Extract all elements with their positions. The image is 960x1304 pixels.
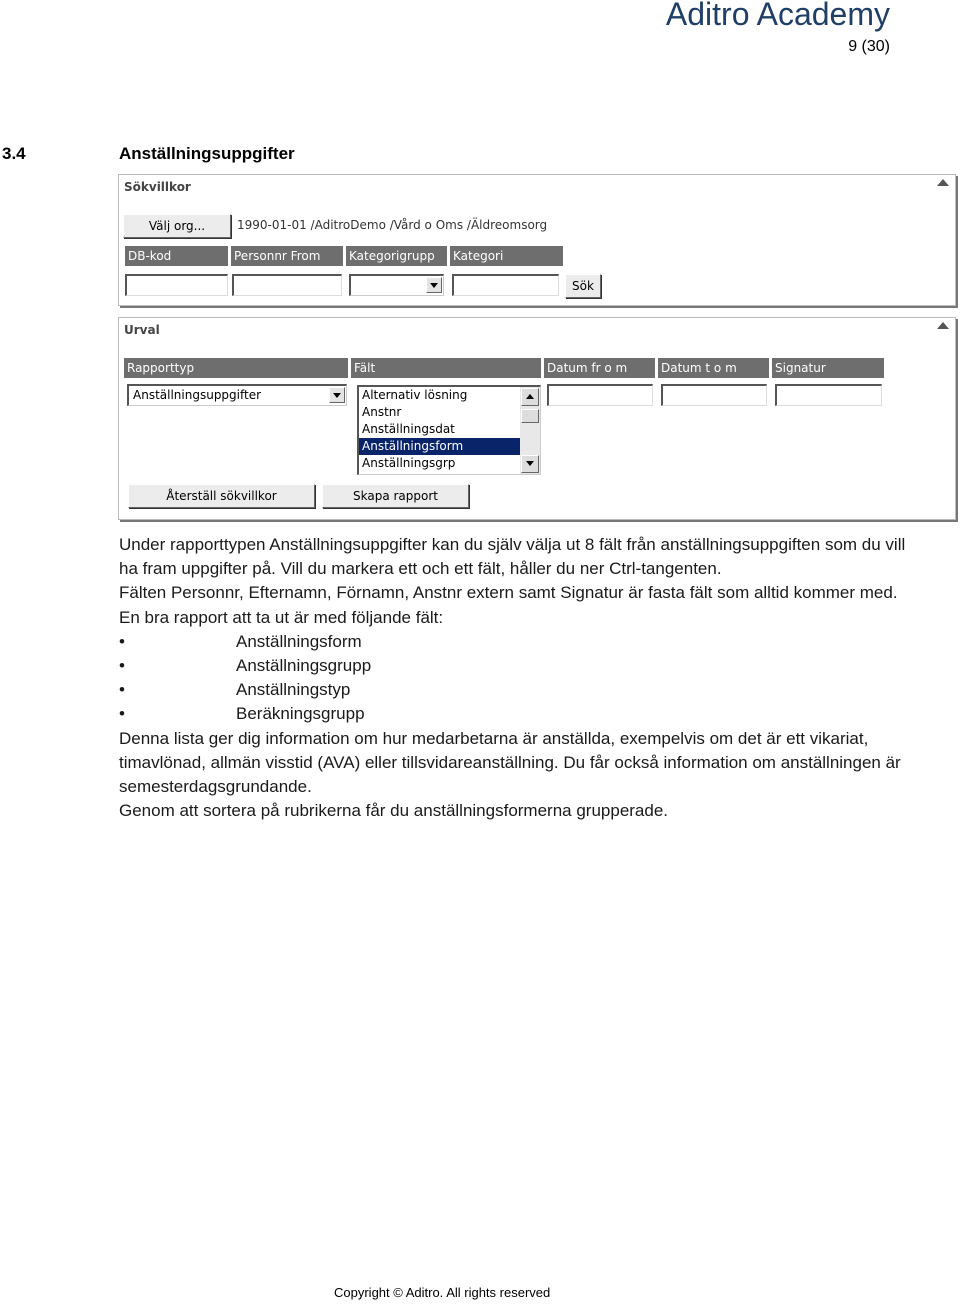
paragraph: Under rapporttypen Anställningsuppgifter kan du själv välja ut 8 fält från anställningsuppgiften som du vill ha fram uppgifter på. Vill du markera ett och ett fält, håller du ner Ctrl-tangenten. <box>119 535 906 579</box>
list-item[interactable]: Anställningsgrp <box>362 456 456 470</box>
section-number: 3.4 <box>2 144 26 163</box>
header-rapporttyp: Rapporttyp <box>124 358 348 378</box>
header-dbkod: DB-kod <box>125 246 228 266</box>
section-title: Anställningsuppgifter <box>119 144 295 163</box>
header-signatur: Signatur <box>772 358 884 378</box>
chevron-down-icon[interactable] <box>426 277 442 293</box>
date-from-input[interactable] <box>547 384 653 406</box>
search-button[interactable]: Sök <box>565 274 601 298</box>
reset-criteria-button[interactable]: Återställ sökvillkor <box>128 484 315 508</box>
date-to-input[interactable] <box>661 384 767 406</box>
list-item: • Anställningsform <box>119 630 909 654</box>
chevron-down-icon[interactable] <box>329 387 345 403</box>
list-item-selected[interactable]: Anställningsform <box>359 438 540 455</box>
kategori-input[interactable] <box>452 274 559 296</box>
paragraph: Genom att sortera på rubrikerna får du anställningsformerna grupperade. <box>119 801 669 821</box>
header-personnr-from: Personnr From <box>231 246 343 266</box>
field-bullet-list <box>119 630 909 727</box>
scroll-thumb[interactable] <box>521 409 539 423</box>
report-type-select[interactable] <box>127 384 347 406</box>
signature-input[interactable] <box>775 384 882 406</box>
body-text <box>119 533 909 823</box>
collapse-up-icon[interactable] <box>937 179 949 186</box>
panel-title: Sökvillkor <box>124 180 191 194</box>
paragraph: En bra rapport att ta ut är med följande fält: <box>119 607 444 627</box>
header-kategori: Kategori <box>450 246 563 266</box>
footer-copyright: Copyright © Aditro. All rights reserved <box>334 1285 551 1300</box>
list-item[interactable]: Alternativ lösning <box>362 388 468 402</box>
personnr-from-input[interactable] <box>232 274 342 296</box>
selection-panel <box>118 317 956 520</box>
header-datum-from: Datum fr o m <box>544 358 655 378</box>
panel-title: Urval <box>124 323 160 337</box>
list-item: • Beräkningsgrupp <box>119 702 909 726</box>
choose-org-button[interactable]: Välj org... <box>123 214 231 238</box>
list-item: • Anställningsgrupp <box>119 654 909 678</box>
collapse-up-icon[interactable] <box>937 322 949 329</box>
listbox-scrollbar[interactable] <box>520 387 540 474</box>
list-item[interactable]: Anställningsdat <box>362 422 455 436</box>
section-heading <box>2 144 295 164</box>
search-criteria-panel <box>118 174 956 306</box>
kategorigrupp-select[interactable] <box>349 274 444 296</box>
dbkod-input[interactable] <box>125 274 228 296</box>
header-datum-tom: Datum t o m <box>658 358 769 378</box>
org-path: 1990-01-01 /AditroDemo /Vård o Oms /Äldreomsorg <box>237 218 548 232</box>
report-type-value: Anställningsuppgifter <box>133 388 262 402</box>
page-number: 9 (30) <box>848 38 890 55</box>
header-falt: Fält <box>351 358 541 378</box>
paragraph: Fälten Personnr, Efternamn, Förnamn, Anstnr extern samt Signatur är fasta fält som alltid kommer med. <box>119 583 898 603</box>
list-item[interactable]: Anstnr <box>362 405 402 419</box>
paragraph: Denna lista ger dig information om hur medarbetarna är anställda, exempelvis om det är ett vikariat, timavlönad, allmän visstid (AVA) eller tillsvidareanställning. Du får också information om anställningen är semesterdagsgrundande. <box>119 728 901 797</box>
list-item: • Anställningstyp <box>119 678 909 702</box>
scroll-down-icon[interactable] <box>521 455 539 473</box>
brand-title: Aditro Academy <box>665 0 890 32</box>
field-listbox[interactable] <box>357 385 541 475</box>
header-kategorigrupp: Kategorigrupp <box>346 246 447 266</box>
scroll-up-icon[interactable] <box>521 388 539 406</box>
create-report-button[interactable]: Skapa rapport <box>322 484 469 508</box>
